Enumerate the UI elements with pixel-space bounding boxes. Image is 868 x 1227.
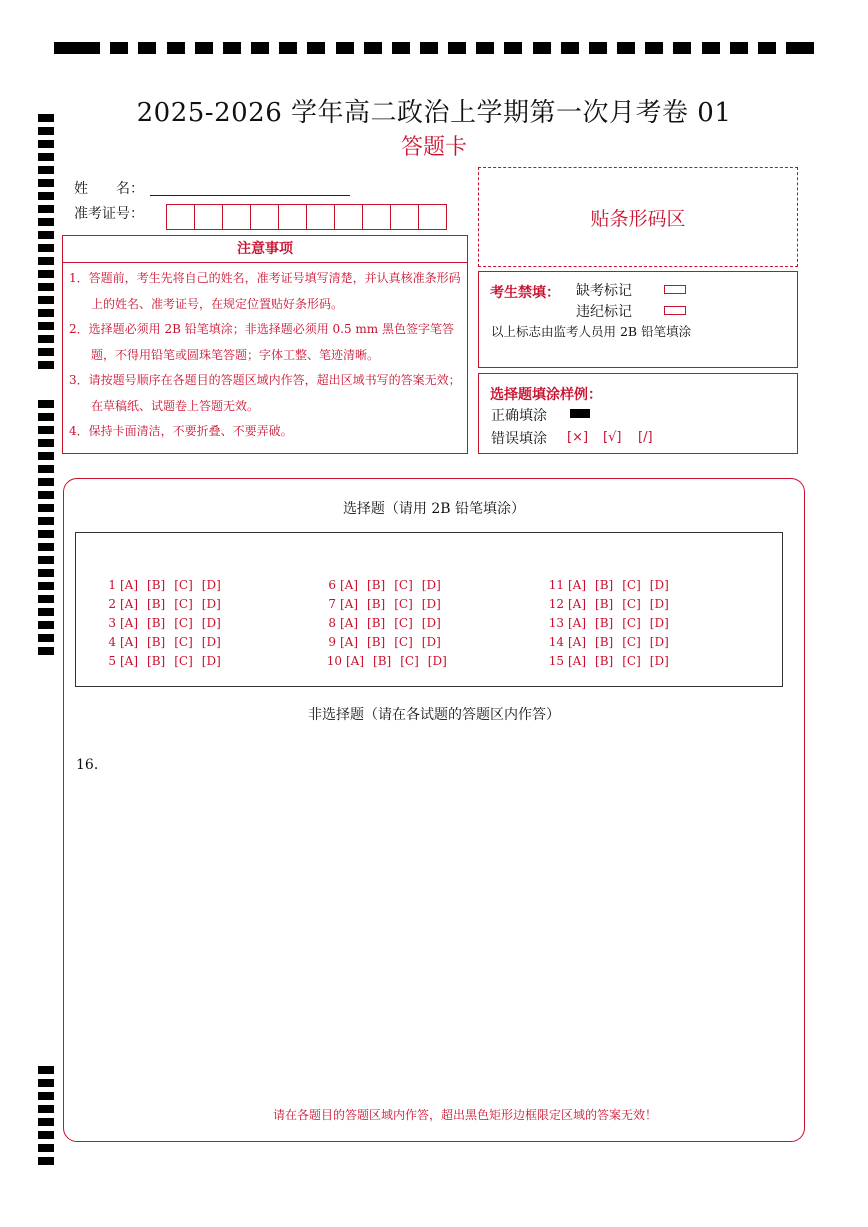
timing-mark	[38, 543, 54, 551]
timing-mark	[38, 400, 54, 408]
answer-option-bubble[interactable]: [D]	[201, 578, 221, 592]
answer-option-bubble[interactable]: [A]	[120, 654, 139, 668]
answer-option-bubble[interactable]: [B]	[147, 635, 166, 649]
answer-option-bubble[interactable]: [D]	[421, 578, 441, 592]
question-number: 11	[548, 578, 564, 592]
timing-mark	[138, 42, 156, 54]
notice-box	[62, 235, 468, 454]
notice-item-3: 3．请按题号顺序在各题目的答题区域内作答，超出区域书写的答案无效；在草稿纸、试题卷上答题无效。	[69, 373, 461, 413]
exam-id-digit-box[interactable]	[334, 204, 363, 230]
timing-mark	[167, 42, 185, 54]
exam-id-digit-box[interactable]	[418, 204, 447, 230]
timing-mark	[38, 348, 54, 356]
wrong-fill-slash: [/]	[638, 430, 653, 445]
answer-option-bubble[interactable]: [A]	[120, 597, 139, 611]
question-row	[102, 633, 230, 652]
timing-mark	[38, 192, 54, 200]
timing-mark	[448, 42, 466, 54]
answer-option-bubble[interactable]: [A]	[346, 654, 365, 668]
question-column	[322, 576, 456, 671]
notice-list	[69, 266, 465, 445]
name-field[interactable]	[150, 195, 350, 196]
question-number: 13	[548, 616, 564, 630]
answer-option-bubble[interactable]: [D]	[421, 635, 441, 649]
fill-example-box	[478, 373, 798, 454]
exam-id-label: 准考证号：	[74, 206, 144, 222]
question-number: 1	[108, 578, 116, 592]
answer-option-bubble[interactable]: [C]	[622, 635, 641, 649]
answer-option-bubble[interactable]: [B]	[595, 616, 614, 630]
exam-id-digit-box[interactable]	[222, 204, 251, 230]
timing-mark	[38, 569, 54, 577]
barcode-label: 贴条形码区	[590, 207, 686, 230]
timing-mark	[38, 205, 54, 213]
answer-option-bubble[interactable]: [C]	[174, 616, 193, 630]
question-16-label: 16．	[76, 757, 108, 773]
answer-option-bubble[interactable]: [B]	[595, 654, 614, 668]
answer-option-bubble[interactable]: [B]	[147, 578, 166, 592]
answer-option-bubble[interactable]: [C]	[394, 578, 413, 592]
timing-mark	[38, 335, 54, 343]
violation-mark-label: 违纪标记	[576, 304, 632, 320]
notice-item-2: 2．选择题必须用 2B 铅笔填涂；非选择题必须用 0.5 mm 黑色签字笔答题，不得用铅笔或圆珠笔答题；字体工整、笔迹清晰。	[69, 322, 455, 362]
forbidden-title: 考生禁填：	[490, 285, 560, 301]
question-number: 15	[548, 654, 564, 668]
timing-mark	[38, 322, 54, 330]
correct-fill-swatch	[570, 409, 590, 418]
page-title: 2025-2026 学年高二政治上学期第一次月考卷 01	[136, 98, 732, 128]
absent-mark-label: 缺考标记	[576, 283, 632, 299]
wrong-fill-check: [√]	[603, 430, 622, 445]
barcode-area	[478, 167, 798, 267]
timing-mark	[38, 309, 54, 317]
page-subtitle: 答题卡	[400, 135, 467, 160]
answer-option-bubble[interactable]: [B]	[373, 654, 392, 668]
nonchoice-section-heading: 非选择题（请在各试题的答题区内作答）	[308, 707, 560, 723]
timing-mark	[702, 42, 720, 54]
answer-option-bubble[interactable]: [B]	[147, 654, 166, 668]
answer-option-bubble[interactable]: [A]	[568, 597, 587, 611]
question-number: 9	[328, 635, 336, 649]
timing-mark	[110, 42, 128, 54]
answer-option-bubble[interactable]: [D]	[201, 654, 221, 668]
timing-mark	[38, 166, 54, 174]
wrong-fill-cross: [×]	[567, 430, 589, 445]
timing-mark	[38, 582, 54, 590]
notice-item-1: 1．答题前，考生先将自己的姓名，准考证号填写清楚，并认真核准条形码上的姓名、准考证号，在规定位置贴好条形码。	[69, 271, 461, 311]
answer-option-bubble[interactable]: [A]	[120, 635, 139, 649]
question-number: 14	[548, 635, 564, 649]
top-timing-marks	[54, 42, 814, 56]
examinee-forbidden-box	[478, 271, 798, 368]
answer-option-bubble[interactable]: [C]	[622, 597, 641, 611]
timing-mark	[364, 42, 382, 54]
answer-option-bubble[interactable]: [D]	[649, 616, 669, 630]
answer-option-bubble[interactable]: [D]	[649, 597, 669, 611]
timing-mark	[392, 42, 410, 54]
question-row	[322, 614, 456, 633]
question-number: 5	[108, 654, 116, 668]
question-row	[544, 633, 678, 652]
answer-option-bubble[interactable]: [B]	[367, 597, 386, 611]
timing-mark	[82, 42, 100, 54]
answer-option-bubble[interactable]: [B]	[367, 578, 386, 592]
answer-option-bubble[interactable]: [A]	[340, 597, 359, 611]
timing-mark	[38, 257, 54, 265]
choice-answer-box	[75, 532, 783, 687]
answer-option-bubble[interactable]: [C]	[394, 597, 413, 611]
timing-mark	[38, 283, 54, 291]
timing-mark	[38, 647, 54, 655]
answer-option-bubble[interactable]: [B]	[595, 597, 614, 611]
answer-option-bubble[interactable]: [C]	[400, 654, 419, 668]
answer-option-bubble[interactable]: [C]	[622, 578, 641, 592]
timing-mark	[195, 42, 213, 54]
question-number: 4	[108, 635, 116, 649]
timing-mark	[561, 42, 579, 54]
answer-option-bubble[interactable]: [C]	[394, 616, 413, 630]
wrong-fill-label: 错误填涂	[491, 431, 547, 447]
violation-mark-box[interactable]	[664, 306, 686, 315]
timing-mark	[730, 42, 748, 54]
answer-option-bubble[interactable]: [B]	[595, 578, 614, 592]
answer-option-bubble[interactable]: [A]	[568, 616, 587, 630]
notice-title: 注意事项	[63, 236, 467, 263]
question-number: 8	[328, 616, 336, 630]
timing-mark	[476, 42, 494, 54]
timing-mark	[38, 244, 54, 252]
answer-option-bubble[interactable]: [B]	[595, 635, 614, 649]
question-number: 12	[548, 597, 564, 611]
exam-id-digit-box[interactable]	[278, 204, 307, 230]
question-row	[322, 633, 456, 652]
answer-option-bubble[interactable]: [D]	[649, 635, 669, 649]
timing-mark	[38, 179, 54, 187]
timing-mark	[38, 621, 54, 629]
timing-mark	[38, 231, 54, 239]
forbidden-note: 以上标志由监考人员用 2B 铅笔填涂	[491, 324, 692, 339]
timing-mark	[38, 1144, 54, 1152]
answer-option-bubble[interactable]: [B]	[367, 616, 386, 630]
fill-example-title: 选择题填涂样例：	[490, 387, 602, 403]
notice-item-4: 4．保持卡面清洁，不要折叠、不要弄破。	[69, 424, 293, 438]
timing-mark	[38, 439, 54, 447]
timing-mark	[645, 42, 663, 54]
correct-fill-label: 正确填涂	[491, 408, 547, 424]
timing-mark	[223, 42, 241, 54]
exam-id-digit-box[interactable]	[362, 204, 391, 230]
question-row	[544, 595, 678, 614]
question-row	[102, 576, 230, 595]
timing-mark	[504, 42, 522, 54]
answer-option-bubble[interactable]: [C]	[394, 635, 413, 649]
answer-option-bubble[interactable]: [A]	[120, 578, 139, 592]
question-number: 10	[326, 654, 342, 668]
timing-mark	[38, 270, 54, 278]
answer-option-bubble[interactable]: [D]	[201, 597, 221, 611]
timing-mark	[279, 42, 297, 54]
timing-mark	[38, 478, 54, 486]
answer-option-bubble[interactable]: [C]	[174, 654, 193, 668]
timing-mark	[251, 42, 269, 54]
answer-option-bubble[interactable]: [B]	[147, 597, 166, 611]
timing-mark	[38, 413, 54, 421]
timing-mark	[758, 42, 776, 54]
timing-mark	[786, 42, 814, 54]
exam-id-digit-box[interactable]	[250, 204, 279, 230]
timing-mark	[533, 42, 551, 54]
timing-mark	[38, 530, 54, 538]
timing-mark	[38, 556, 54, 564]
question-row	[322, 595, 456, 614]
answer-option-bubble[interactable]: [D]	[427, 654, 447, 668]
answer-option-bubble[interactable]: [C]	[622, 654, 641, 668]
left-timing-marks-middle	[38, 400, 56, 660]
answer-area-warning: 请在各题目的答题区域内作答，超出黑色矩形边框限定区域的答案无效！	[272, 1108, 657, 1122]
timing-mark	[38, 218, 54, 226]
answer-option-bubble[interactable]: [A]	[120, 616, 139, 630]
timing-mark	[38, 595, 54, 603]
timing-mark	[38, 1092, 54, 1100]
exam-id-digit-box[interactable]	[194, 204, 223, 230]
timing-mark	[54, 42, 82, 54]
exam-id-digit-box[interactable]	[166, 204, 195, 230]
timing-mark	[617, 42, 635, 54]
answer-option-bubble[interactable]: [C]	[174, 635, 193, 649]
question-row	[322, 576, 456, 595]
question-column	[102, 576, 230, 671]
question-number: 7	[328, 597, 336, 611]
question-column	[544, 576, 678, 671]
timing-mark	[420, 42, 438, 54]
answer-option-bubble[interactable]: [C]	[174, 597, 193, 611]
question-number: 6	[328, 578, 336, 592]
question-row	[102, 595, 230, 614]
answer-option-bubble[interactable]: [A]	[568, 654, 587, 668]
answer-option-bubble[interactable]: [A]	[340, 578, 359, 592]
timing-mark	[38, 608, 54, 616]
timing-mark	[307, 42, 325, 54]
timing-mark	[336, 42, 354, 54]
question-row	[102, 614, 230, 633]
timing-mark	[38, 1066, 54, 1074]
answer-option-bubble[interactable]: [A]	[568, 578, 587, 592]
answer-option-bubble[interactable]: [B]	[367, 635, 386, 649]
question-row	[544, 614, 678, 633]
question-number: 2	[108, 597, 116, 611]
answer-option-bubble[interactable]: [A]	[340, 635, 359, 649]
timing-mark	[38, 361, 54, 369]
answer-option-bubble[interactable]: [C]	[174, 578, 193, 592]
timing-mark	[38, 465, 54, 473]
exam-id-boxes[interactable]	[166, 204, 446, 230]
answer-option-bubble[interactable]: [C]	[622, 616, 641, 630]
answer-option-bubble[interactable]: [D]	[201, 635, 221, 649]
timing-mark	[38, 1079, 54, 1087]
answer-option-bubble[interactable]: [D]	[649, 578, 669, 592]
answer-option-bubble[interactable]: [A]	[568, 635, 587, 649]
timing-mark	[38, 1157, 54, 1165]
answer-option-bubble[interactable]: [D]	[201, 616, 221, 630]
exam-id-digit-box[interactable]	[306, 204, 335, 230]
question-number: 3	[108, 616, 116, 630]
answer-option-bubble[interactable]: [D]	[649, 654, 669, 668]
timing-mark	[38, 517, 54, 525]
timing-mark	[38, 296, 54, 304]
answer-option-bubble[interactable]: [A]	[340, 616, 359, 630]
absent-mark-box[interactable]	[664, 285, 686, 294]
choice-section-heading: 选择题（请用 2B 铅笔填涂）	[342, 501, 526, 517]
exam-id-digit-box[interactable]	[390, 204, 419, 230]
timing-mark	[38, 1131, 54, 1139]
timing-mark	[38, 452, 54, 460]
timing-mark	[589, 42, 607, 54]
name-label: 姓 名：	[74, 181, 144, 197]
question-row	[544, 652, 678, 671]
timing-mark	[673, 42, 691, 54]
question-row	[544, 576, 678, 595]
answer-option-bubble[interactable]: [D]	[421, 616, 441, 630]
timing-mark	[38, 634, 54, 642]
timing-mark	[38, 426, 54, 434]
question-row	[322, 652, 456, 671]
answer-option-bubble[interactable]: [B]	[147, 616, 166, 630]
question-row	[102, 652, 230, 671]
answer-option-bubble[interactable]: [D]	[421, 597, 441, 611]
